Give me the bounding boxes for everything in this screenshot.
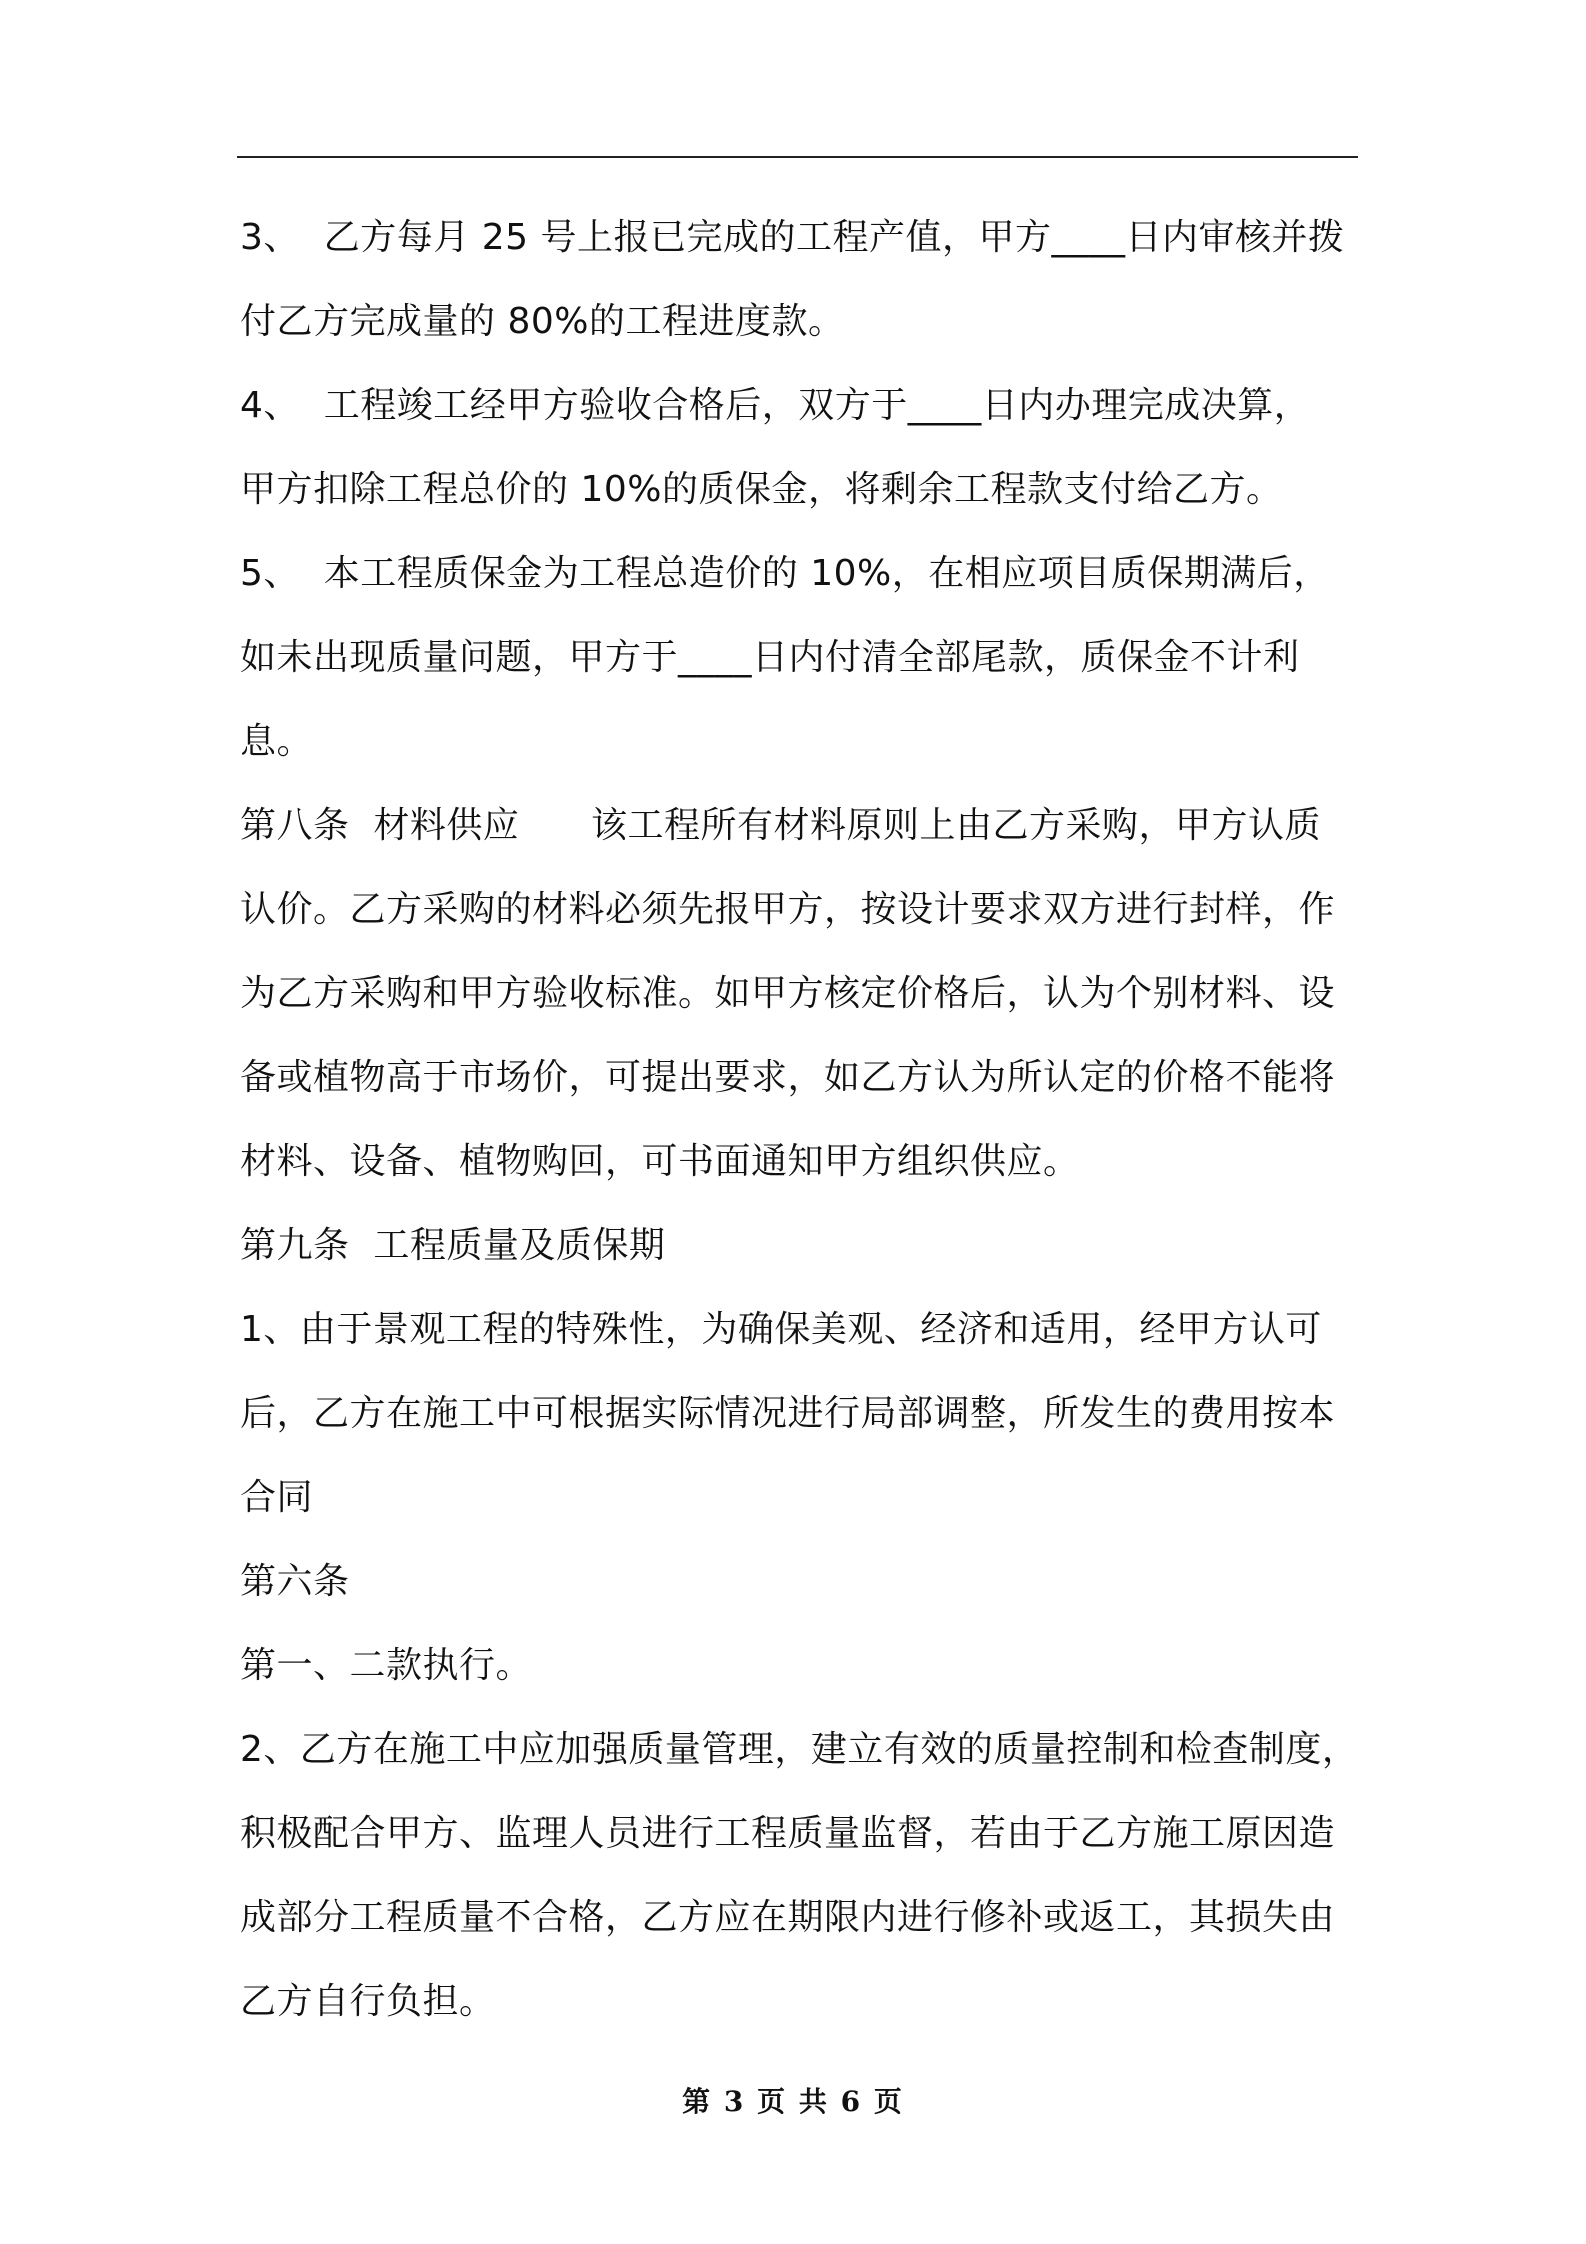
text-line: 乙方自行负担。 bbox=[240, 1981, 496, 2022]
text-line: 甲方扣除工程总价的 10%的质保金，将剩余工程款支付给乙方。 bbox=[240, 469, 1283, 510]
text-line: 后，乙方在施工中可根据实际情况进行局部调整，所发生的费用按本 bbox=[240, 1393, 1336, 1434]
text-line: 5、 本工程质保金为工程总造价的 10%，在相应项目质保期满后， bbox=[240, 553, 1330, 594]
text-line: 3、 乙方每月 25 号上报已完成的工程产值，甲方____日内审核并拨 bbox=[240, 217, 1345, 258]
text-line: 1、由于景观工程的特殊性，为确保美观、经济和适用，经甲方认可 bbox=[240, 1309, 1322, 1350]
text-line: 积极配合甲方、监理人员进行工程质量监督，若由于乙方施工原因造 bbox=[240, 1813, 1336, 1854]
text-line: 认价。乙方采购的材料必须先报甲方，按设计要求双方进行封样，作 bbox=[240, 889, 1336, 930]
section-heading-article-8: 第八条 材料供应 该工程所有材料原则上由乙方采购，甲方认质 bbox=[240, 805, 1322, 846]
header-divider bbox=[237, 156, 1358, 158]
text-line: 为乙方采购和甲方验收标准。如甲方核定价格后，认为个别材料、设 bbox=[240, 973, 1336, 1014]
text-line: 成部分工程质量不合格，乙方应在期限内进行修补或返工，其损失由 bbox=[240, 1897, 1336, 1938]
text-line: 备或植物高于市场价，可提出要求，如乙方认为所认定的价格不能将 bbox=[240, 1057, 1336, 1098]
contract-body bbox=[240, 196, 1360, 2044]
text-line: 材料、设备、植物购回，可书面通知甲方组织供应。 bbox=[240, 1141, 1080, 1182]
text-line: 4、 工程竣工经甲方验收合格后，双方于____日内办理完成决算， bbox=[240, 385, 1311, 426]
text-line: 付乙方完成量的 80%的工程进度款。 bbox=[240, 301, 845, 342]
text-line: 如未出现质量问题，甲方于____日内付清全部尾款，质保金不计利 bbox=[240, 637, 1300, 678]
section-heading-article-9: 第九条 工程质量及质保期 bbox=[240, 1225, 666, 1266]
text-line: 2、乙方在施工中应加强质量管理，建立有效的质量控制和检查制度， bbox=[240, 1729, 1359, 1770]
text-line: 合同 bbox=[240, 1477, 314, 1518]
text-line: 第一、二款执行。 bbox=[240, 1645, 533, 1686]
text-line: 第六条 bbox=[240, 1561, 350, 1602]
page-number-footer: 第 3 页 共 6 页 bbox=[682, 2085, 904, 2118]
text-line: 息。 bbox=[240, 721, 314, 762]
